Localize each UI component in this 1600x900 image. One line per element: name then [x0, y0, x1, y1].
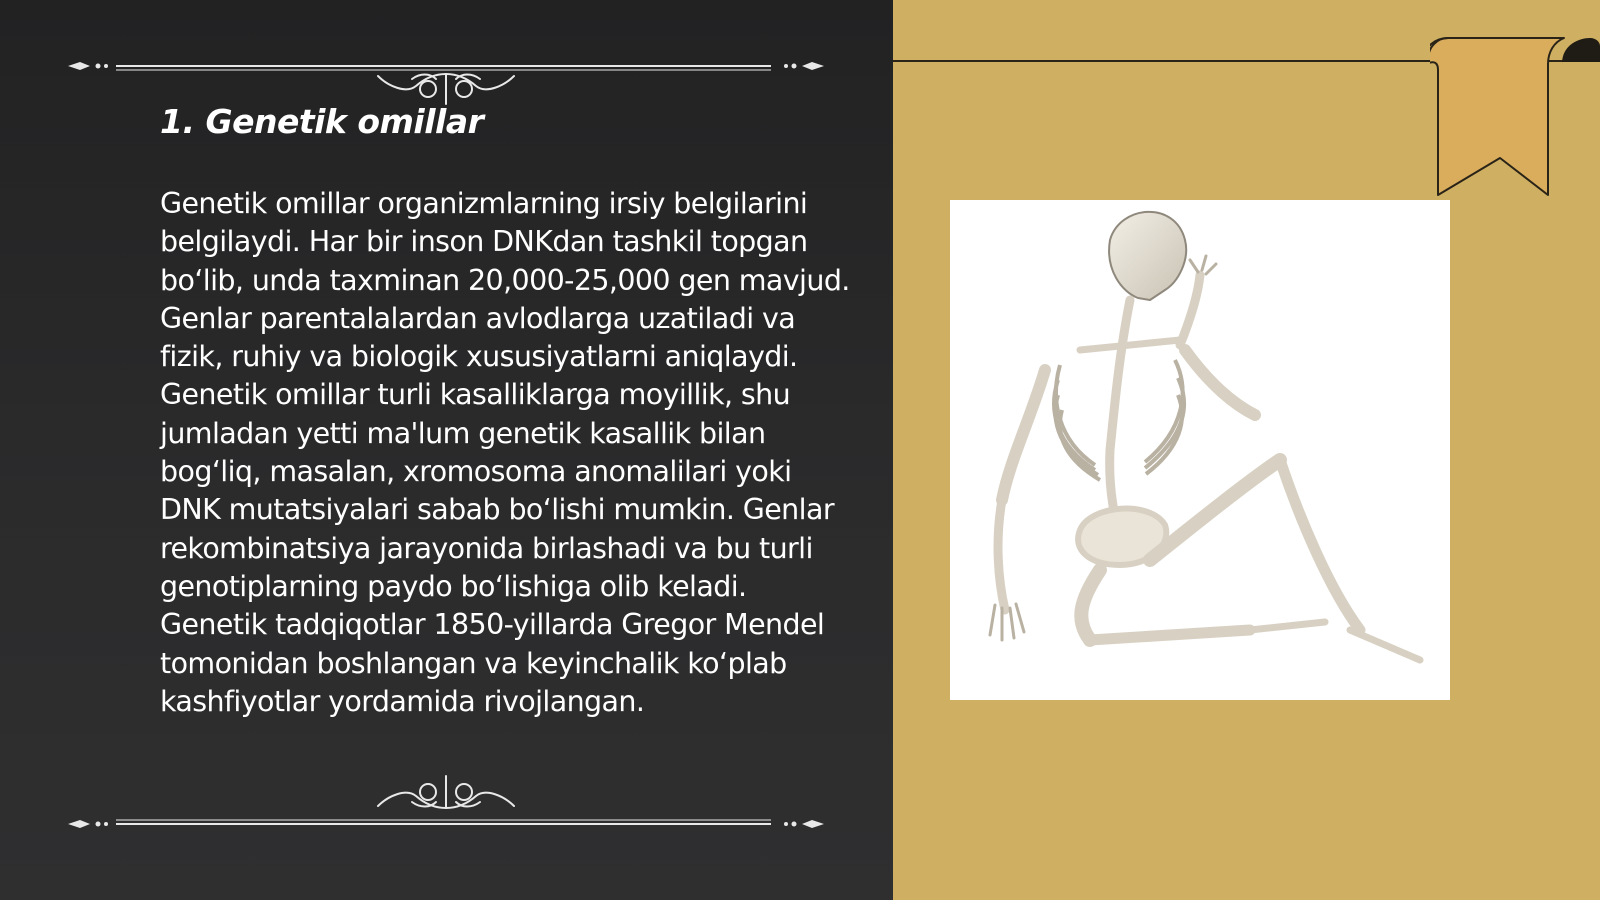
skeleton-image	[950, 200, 1450, 700]
skeleton-icon	[950, 200, 1450, 700]
bookmark-ribbon-icon	[1430, 30, 1600, 200]
filigree-divider-bottom-icon	[66, 772, 826, 832]
slide-title: 1. Genetik omillar	[160, 102, 484, 141]
filigree-divider-top-icon	[66, 46, 826, 106]
body-paragraph: Genetik omillar organizmlarning irsiy belgilarini belgilaydi. Har bir inson DNKdan tashkil topgan bo‘lib, unda taxminan 20,000-25,000 gen mavjud. Genlar parentalalardan avlodlarga uzatiladi va fizik, ruhiy va biologik xususiyatlarni aniqlaydi. Genetik omillar turli kasalliklarga moyillik, shu jumladan yetti ma'lum genetik kasallik bilan bog‘liq, masalan, xromosoma anomalilari yoki DNK mutatsiyalari sabab bo‘lishi mumkin. Genlar rekombinatsiya jarayonida birlashadi va bu turli genotiplarning paydo bo‘lishiga olib keladi. Genetik tadqiqotlar 1850-yillarda Gregor Mendel tomonidan boshlangan va keyinchalik ko‘plab kashfiyotlar yordamida rivojlangan.	[160, 187, 850, 718]
